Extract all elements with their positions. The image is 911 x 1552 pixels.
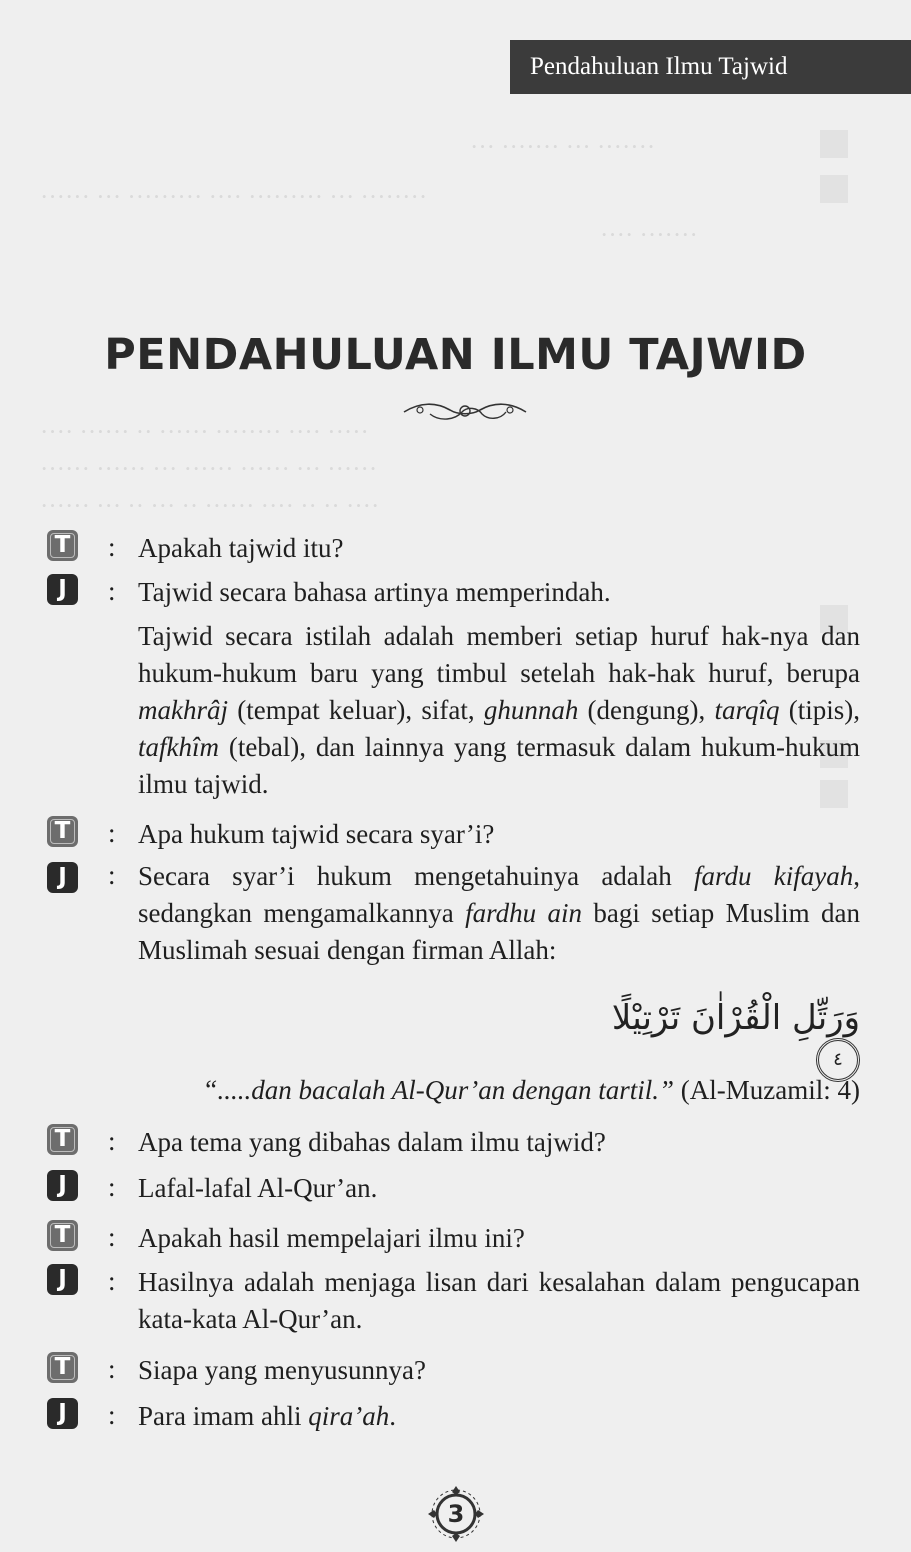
running-header-title: Pendahuluan Ilmu Tajwid	[530, 53, 788, 80]
answer-text: Tajwid secara istilah adalah memberi setiap huruf hak-nya dan hukum-hukum baru yang timbul setelah hak-hak huruf, berupa makhrâj (tempat keluar), sifat, ghunnah (dengung), tarqîq (tipis), tafkhîm (tebal), dan lainnya yang termasuk dalam hukum-hukum ilmu tajwid.	[138, 621, 861, 799]
separator: :	[108, 1400, 116, 1430]
question-badge-icon: T	[47, 816, 78, 847]
show-through-badge	[820, 175, 848, 203]
separator: :	[108, 1126, 116, 1156]
show-through-line: ······ ··· ········· ···· ········· ··· ········	[40, 184, 428, 211]
translation-quote: “.....dan bacalah Al-Qur’an dengan tartil.”	[202, 1075, 675, 1105]
translation-source: (Al-Muzamil: 4)	[680, 1075, 860, 1105]
question-text: Siapa yang menyusunnya?	[138, 1355, 426, 1385]
separator: :	[108, 1172, 116, 1202]
verse-arabic: وَرَتِّلِ الْقُرْاٰنَ تَرْتِيْلًا	[611, 998, 860, 1038]
page-number: 3	[447, 1500, 465, 1528]
quran-verse	[560, 998, 860, 1082]
question-text: Apa tema yang dibahas dalam ilmu tajwid?	[138, 1127, 606, 1157]
question-badge-icon: T	[47, 1220, 78, 1251]
answer-badge-icon: J	[47, 1170, 78, 1201]
question-badge-icon: T	[47, 530, 78, 561]
chapter-title: PENDAHULUAN ILMU TAJWID	[104, 330, 807, 380]
show-through-badge	[820, 130, 848, 158]
answer-badge-icon: J	[47, 862, 78, 893]
separator: :	[108, 1266, 116, 1296]
answer-text: Secara syar’i hukum mengetahuinya adalah fardu kifayah, sedangkan mengamalkannya fardhu ain bagi setiap Muslim dan Muslimah sesuai dengan firman Allah:	[138, 861, 860, 965]
title-ornament-icon	[400, 398, 530, 424]
show-through-line: ······ ··· ·· ··· ·· ······ ···· ·· ·· ····	[40, 493, 380, 520]
separator: :	[108, 1354, 116, 1384]
show-through-line: ···· ······ ·· ······ ········ ···· ·····	[40, 419, 369, 446]
separator: :	[108, 532, 116, 562]
show-through-line: ···· ·······	[600, 222, 698, 249]
verse-translation	[138, 1072, 860, 1109]
separator: :	[108, 576, 116, 606]
answer-badge-icon: J	[47, 1264, 78, 1295]
question-text: Apakah tajwid itu?	[138, 533, 344, 563]
separator: :	[108, 818, 116, 848]
show-through-line: ··· ······· ··· ·······	[470, 134, 656, 161]
answer-text: Para imam ahli qira’ah.	[138, 1401, 396, 1431]
answer-badge-icon: J	[47, 1398, 78, 1429]
running-header	[510, 40, 911, 94]
question-badge-icon: T	[47, 1124, 78, 1155]
page-number-badge	[426, 1484, 486, 1544]
answer-text: Hasilnya adalah menjaga lisan dari kesalahan dalam pengucapan kata-kata Al-Qur’an.	[138, 1267, 860, 1334]
answer-text: Lafal-lafal Al-Qur’an.	[138, 1173, 378, 1203]
question-text: Apakah hasil mempelajari ilmu ini?	[138, 1223, 525, 1253]
verse-number-icon: ٤	[816, 1038, 860, 1082]
separator: :	[108, 1222, 116, 1252]
show-through-line: ······ ······ ··· ······ ······ ··· ······	[40, 456, 378, 483]
question-text: Apa hukum tajwid secara syar’i?	[138, 819, 495, 849]
answer-badge-icon: J	[47, 574, 78, 605]
separator: :	[108, 860, 116, 890]
question-badge-icon: T	[47, 1352, 78, 1383]
answer-text: Tajwid secara bahasa artinya memperindah.	[138, 577, 611, 607]
